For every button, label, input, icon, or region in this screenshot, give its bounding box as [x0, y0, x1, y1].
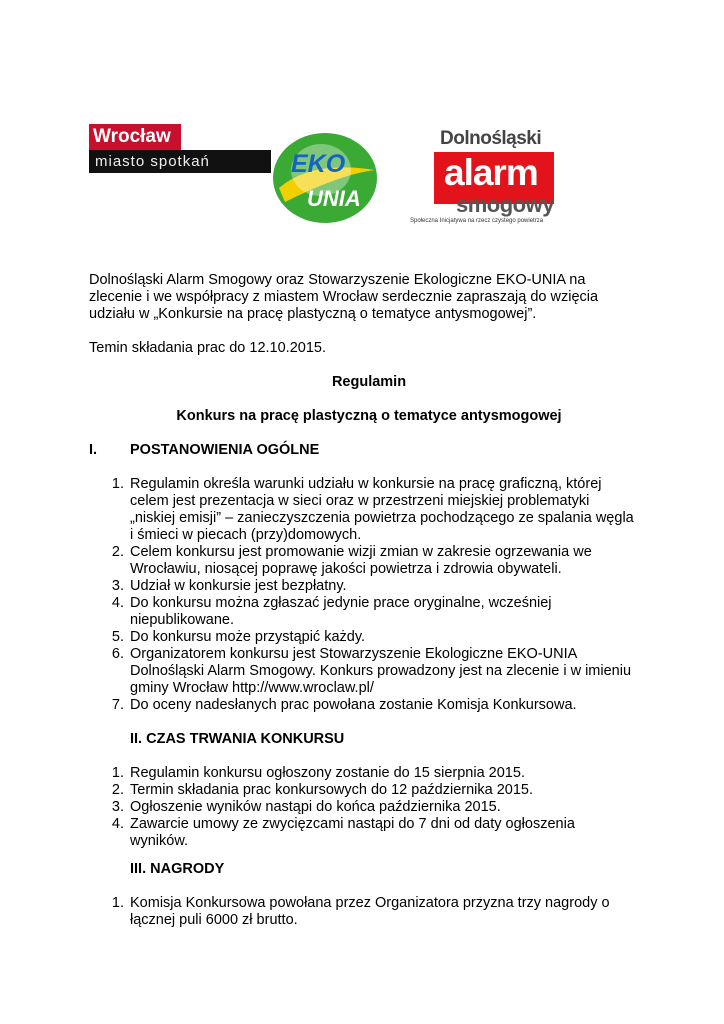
list-item-number: 3.: [111, 578, 124, 594]
section2-heading: II. CZAS TRWANIA KONKURSU: [130, 731, 345, 747]
list-item-line: łącznej puli 6000 zł brutto.: [130, 912, 298, 928]
list-item-line: Regulamin określa warunki udziału w konkursie na pracę graficzną, której: [130, 476, 602, 492]
list-item-line: Udział w konkursie jest bezpłatny.: [130, 578, 347, 594]
intro-line: zlecenie i we współpracy z miastem Wrocław serdecznie zapraszają do wzięcia: [89, 289, 599, 305]
list-item-line: niepublikowane.: [130, 612, 234, 628]
list-item-line: Zawarcie umowy ze zwycięzcami nastąpi do 7 dni od daty ogłoszenia: [130, 816, 575, 832]
section1-heading: POSTANOWIENIA OGÓLNE: [130, 442, 320, 458]
deadline-text: Temin składania prac do 12.10.2015.: [89, 340, 326, 356]
list-item-line: Termin składania prac konkursowych do 12 października 2015.: [130, 782, 533, 798]
eko-text: EKO: [291, 150, 346, 178]
list-item-line: Do konkursu może przystąpić każdy.: [130, 629, 366, 645]
list-item-line: wyników.: [130, 833, 189, 849]
alarm-logo-tagline: Społeczna Inicjatywa na rzecz czystego powietrza: [410, 218, 544, 224]
list-item-line: Ogłoszenie wyników nastąpi do końca października 2015.: [130, 799, 501, 815]
list-item-line: Do oceny nadesłanych prac powołana zostanie Komisja Konkursowa.: [130, 697, 577, 713]
list-item-line: Wrocławiu, niosącej poprawę jakości powietrza i zdrowia obywateli.: [130, 561, 562, 577]
wroclaw-logo-slogan: miasto spotkań: [89, 150, 271, 173]
intro-line: Dolnośląski Alarm Smogowy oraz Stowarzyszenie Ekologiczne EKO-UNIA na: [89, 272, 586, 288]
list-item-number: 2.: [111, 782, 124, 798]
list-item-line: Do konkursu można zgłaszać jedynie prace oryginalne, wcześniej: [130, 595, 552, 611]
list-item-line: i śmieci w piecach (przy)domowych.: [130, 527, 362, 543]
list-item-number: 3.: [111, 799, 124, 815]
list-item-number: 1.: [111, 895, 124, 911]
list-item-number: 4.: [111, 816, 124, 832]
list-item-number: 1.: [111, 765, 124, 781]
list-item-line: Dolnośląski Alarm Smogowy. Konkurs prowadzony jest na zlecenie i w imieniu: [130, 663, 632, 679]
page-subtitle: Konkurs na pracę plastyczną o tematyce antysmogowej: [176, 408, 562, 424]
list-item-line: gminy Wrocław http://www.wroclaw.pl/: [130, 680, 374, 696]
intro-line: udziału w „Konkursie na pracę plastyczną o tematyce antysmogowej”.: [89, 306, 537, 322]
list-item-number: 2.: [111, 544, 124, 560]
page-title: Regulamin: [331, 374, 407, 390]
list-item-number: 6.: [111, 646, 124, 662]
eko-unia-logo: [271, 130, 383, 225]
section3-heading: III. NAGRODY: [130, 861, 225, 877]
eko-unia-emblem: [271, 130, 383, 225]
section1-numeral: I.: [89, 442, 98, 458]
list-item-number: 5.: [111, 629, 124, 645]
alarm-smogowy-logo: [410, 128, 610, 228]
list-item-line: Celem konkursu jest promowanie wizji zmian w zakresie ogrzewania we: [130, 544, 592, 560]
list-item-number: 7.: [111, 697, 124, 713]
alarm-logo-smog: smogowy: [456, 192, 554, 217]
list-item-line: Regulamin konkursu ogłoszony zostanie do 15 sierpnia 2015.: [130, 765, 525, 781]
alarm-logo-word: alarm: [444, 152, 538, 193]
list-item-line: Organizatorem konkursu jest Stowarzyszenie Ekologiczne EKO-UNIA: [130, 646, 578, 662]
list-item-line: celem jest prezentacja w sieci oraz w przestrzeni miejskiej problematyki: [130, 493, 590, 509]
list-item-line: Komisja Konkursowa powołana przez Organizatora przyzna trzy nagrody o: [130, 895, 610, 911]
list-item-number: 1.: [111, 476, 124, 492]
list-item-number: 4.: [111, 595, 124, 611]
list-item-line: „niskiej emisji” – zanieczyszczenia powietrza pochodzącego ze spalania węgla: [130, 510, 634, 526]
alarm-logo-region: Dolnośląski: [440, 128, 542, 149]
unia-text: UNIA: [307, 186, 361, 211]
wroclaw-logo-title: Wrocław: [89, 124, 181, 150]
wroclaw-logo: [89, 124, 271, 176]
